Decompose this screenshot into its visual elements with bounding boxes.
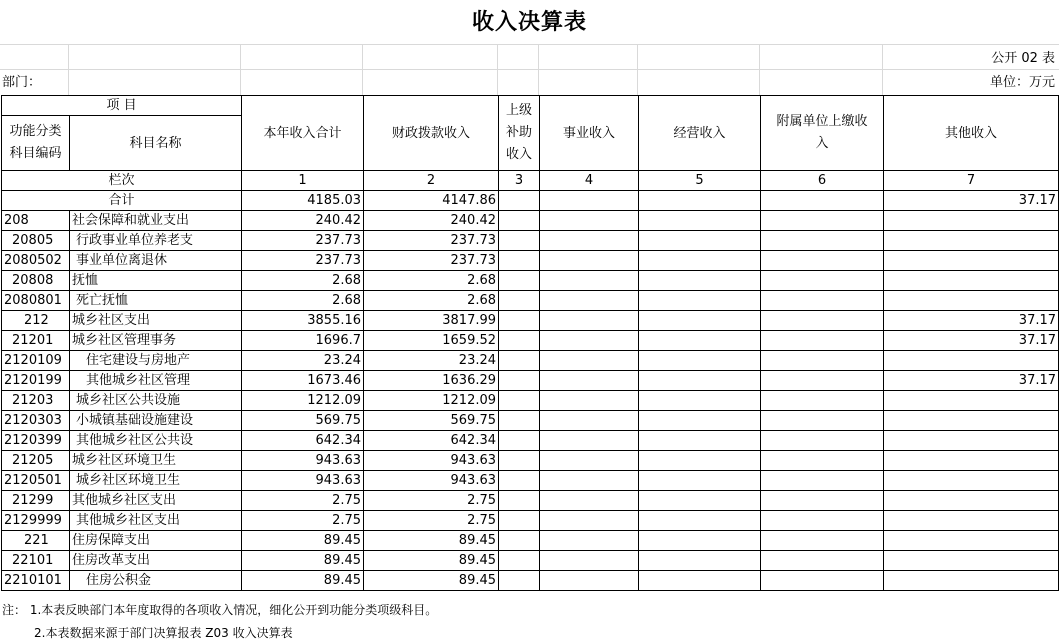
cell-value: 943.63 <box>242 451 364 471</box>
row-number: 7 <box>884 171 1059 191</box>
row-code: 21203 <box>2 391 70 411</box>
cell-value <box>884 351 1059 371</box>
header-code: 功能分类科目编码 <box>2 116 70 171</box>
row-code: 2080502 <box>2 251 70 271</box>
cell-value: 89.45 <box>364 531 499 551</box>
cell-value <box>499 291 540 311</box>
cell-value <box>499 471 540 491</box>
cell-value <box>499 571 540 591</box>
header-col-fiscal: 财政拨款收入 <box>364 96 499 171</box>
cell-value <box>639 471 761 491</box>
cell-value: 3817.99 <box>364 311 499 331</box>
row-number: 6 <box>761 171 884 191</box>
cell-value: 237.73 <box>364 251 499 271</box>
cell-value <box>884 531 1059 551</box>
total-label: 合计 <box>2 191 242 211</box>
table-row <box>2 291 1059 311</box>
note-2: 2.本表数据来源于部门决算报表 Z03 收入决算表 <box>34 626 293 640</box>
cell-value <box>499 251 540 271</box>
row-name: 城乡社区公共设施 <box>70 391 242 411</box>
cell-value <box>540 431 639 451</box>
cell-value: 4185.03 <box>242 191 364 211</box>
cell-value <box>540 491 639 511</box>
cell-value: 943.63 <box>364 451 499 471</box>
cell-value: 240.42 <box>242 211 364 231</box>
cell-value <box>761 191 884 211</box>
table-row <box>2 471 1059 491</box>
grid-line <box>759 44 760 95</box>
cell-value <box>639 531 761 551</box>
cell-value <box>639 231 761 251</box>
header-name: 科目名称 <box>70 116 242 171</box>
cell-value: 3855.16 <box>242 311 364 331</box>
cell-value <box>884 291 1059 311</box>
row-name: 住宅建设与房地产 <box>70 351 242 371</box>
row-code: 21299 <box>2 491 70 511</box>
row-code: 2129999 <box>2 511 70 531</box>
row-code: 212 <box>2 311 70 331</box>
table-row <box>2 571 1059 591</box>
cell-value <box>761 331 884 351</box>
grid-line <box>0 44 1059 45</box>
cell-value: 237.73 <box>364 231 499 251</box>
form-number: 公开 02 表 <box>991 51 1055 66</box>
row-name: 死亡抚恤 <box>70 291 242 311</box>
cell-value <box>540 251 639 271</box>
row-code: 20808 <box>2 271 70 291</box>
cell-value <box>639 571 761 591</box>
cell-value <box>761 531 884 551</box>
row-code: 20805 <box>2 231 70 251</box>
cell-value <box>499 191 540 211</box>
cell-value <box>639 371 761 391</box>
row-name: 其他城乡社区管理 <box>70 371 242 391</box>
cell-value: 37.17 <box>884 371 1059 391</box>
header-col-operating: 经营收入 <box>639 96 761 171</box>
cell-value: 642.34 <box>242 431 364 451</box>
row-name: 社会保障和就业支出 <box>70 211 242 231</box>
row-number: 1 <box>242 171 364 191</box>
grid-line <box>497 44 498 95</box>
row-code: 2120199 <box>2 371 70 391</box>
row-name: 住房改革支出 <box>70 551 242 571</box>
cell-value <box>499 431 540 451</box>
cell-value: 89.45 <box>242 551 364 571</box>
cell-value: 569.75 <box>242 411 364 431</box>
cell-value <box>540 271 639 291</box>
cell-value <box>884 471 1059 491</box>
cell-value: 1212.09 <box>364 391 499 411</box>
header-col-superior-subsidy: 上级补助收入 <box>499 96 540 171</box>
row-code: 2120303 <box>2 411 70 431</box>
row-name: 其他城乡社区支出 <box>70 491 242 511</box>
cell-value: 89.45 <box>364 551 499 571</box>
grid-line <box>637 44 638 95</box>
row-code: 2120109 <box>2 351 70 371</box>
grid-line <box>0 69 1059 70</box>
cell-value: 23.24 <box>242 351 364 371</box>
table-row <box>2 211 1059 231</box>
cell-value <box>540 391 639 411</box>
cell-value <box>499 511 540 531</box>
row-name: 抚恤 <box>70 271 242 291</box>
cell-value <box>884 231 1059 251</box>
row-name: 小城镇基础设施建设 <box>70 411 242 431</box>
grid-line <box>362 44 363 95</box>
table-row <box>2 511 1059 531</box>
header-col-total: 本年收入合计 <box>242 96 364 171</box>
cell-value <box>540 331 639 351</box>
cell-value: 237.73 <box>242 251 364 271</box>
row-code: 22101 <box>2 551 70 571</box>
row-number: 3 <box>499 171 540 191</box>
cell-value <box>639 211 761 231</box>
row-name: 城乡社区支出 <box>70 311 242 331</box>
cell-value <box>884 251 1059 271</box>
cell-value <box>540 371 639 391</box>
row-number-label: 栏次 <box>2 171 242 191</box>
cell-value <box>540 211 639 231</box>
table-row <box>2 531 1059 551</box>
table-row <box>2 271 1059 291</box>
row-name: 城乡社区管理事务 <box>70 331 242 351</box>
row-number: 4 <box>540 171 639 191</box>
header-col-business: 事业收入 <box>540 96 639 171</box>
cell-value <box>884 391 1059 411</box>
table-row <box>2 431 1059 451</box>
row-number: 5 <box>639 171 761 191</box>
cell-value <box>761 351 884 371</box>
row-number: 2 <box>364 171 499 191</box>
cell-value: 2.68 <box>242 271 364 291</box>
cell-value <box>639 351 761 371</box>
cell-value <box>540 411 639 431</box>
cell-value: 237.73 <box>242 231 364 251</box>
cell-value <box>639 331 761 351</box>
cell-value <box>639 271 761 291</box>
cell-value <box>639 511 761 531</box>
cell-value <box>639 491 761 511</box>
cell-value <box>639 191 761 211</box>
cell-value <box>499 351 540 371</box>
header-col-other: 其他收入 <box>884 96 1059 171</box>
cell-value <box>761 451 884 471</box>
cell-value <box>761 471 884 491</box>
cell-value: 89.45 <box>364 571 499 591</box>
table-row <box>2 231 1059 251</box>
cell-value <box>884 431 1059 451</box>
row-code: 2120501 <box>2 471 70 491</box>
cell-value <box>540 231 639 251</box>
cell-value: 37.17 <box>884 331 1059 351</box>
cell-value <box>540 311 639 331</box>
cell-value <box>540 191 639 211</box>
cell-value: 1212.09 <box>242 391 364 411</box>
row-code: 2120399 <box>2 431 70 451</box>
cell-value: 89.45 <box>242 531 364 551</box>
cell-value <box>499 211 540 231</box>
cell-value: 1659.52 <box>364 331 499 351</box>
cell-value <box>884 271 1059 291</box>
total-row <box>2 191 1059 211</box>
cell-value: 1673.46 <box>242 371 364 391</box>
cell-value <box>540 531 639 551</box>
department-label: 部门： <box>2 75 42 90</box>
cell-value: 943.63 <box>242 471 364 491</box>
cell-value: 4147.86 <box>364 191 499 211</box>
cell-value <box>540 291 639 311</box>
cell-value <box>884 551 1059 571</box>
cell-value <box>499 371 540 391</box>
grid-line <box>538 44 539 95</box>
table-row <box>2 411 1059 431</box>
unit-label: 单位：万元 <box>989 75 1055 90</box>
cell-value: 2.75 <box>242 511 364 531</box>
cell-value <box>499 231 540 251</box>
cell-value <box>884 571 1059 591</box>
table-row <box>2 371 1059 391</box>
cell-value <box>499 411 540 431</box>
table-row <box>2 311 1059 331</box>
cell-value <box>639 291 761 311</box>
cell-value <box>639 311 761 331</box>
cell-value: 2.68 <box>364 271 499 291</box>
cell-value <box>540 571 639 591</box>
cell-value <box>639 451 761 471</box>
cell-value <box>540 511 639 531</box>
table-row <box>2 491 1059 511</box>
table-row <box>2 551 1059 571</box>
table-row <box>2 451 1059 471</box>
row-code: 21201 <box>2 331 70 351</box>
table-row <box>2 351 1059 371</box>
row-name: 其他城乡社区公共设 <box>70 431 242 451</box>
cell-value <box>884 451 1059 471</box>
cell-value: 23.24 <box>364 351 499 371</box>
row-code: 221 <box>2 531 70 551</box>
cell-value <box>761 511 884 531</box>
row-code: 2210101 <box>2 571 70 591</box>
grid-line <box>68 44 69 95</box>
cell-value <box>761 411 884 431</box>
cell-value <box>761 251 884 271</box>
cell-value <box>499 531 540 551</box>
cell-value <box>761 231 884 251</box>
cell-value <box>884 211 1059 231</box>
row-name: 城乡社区环境卫生 <box>70 471 242 491</box>
cell-value <box>499 551 540 571</box>
cell-value <box>639 391 761 411</box>
cell-value: 37.17 <box>884 191 1059 211</box>
cell-value: 2.75 <box>242 491 364 511</box>
table-row <box>2 391 1059 411</box>
cell-value: 2.68 <box>242 291 364 311</box>
cell-value <box>761 371 884 391</box>
row-code: 208 <box>2 211 70 231</box>
cell-value <box>761 491 884 511</box>
cell-value <box>499 331 540 351</box>
grid-line <box>240 44 241 95</box>
cell-value: 240.42 <box>364 211 499 231</box>
cell-value <box>639 251 761 271</box>
cell-value <box>884 511 1059 531</box>
cell-value <box>761 291 884 311</box>
cell-value: 943.63 <box>364 471 499 491</box>
header-item: 项 目 <box>2 96 242 116</box>
cell-value <box>761 391 884 411</box>
cell-value: 1636.29 <box>364 371 499 391</box>
cell-value <box>761 551 884 571</box>
cell-value <box>884 411 1059 431</box>
cell-value <box>761 431 884 451</box>
cell-value <box>540 551 639 571</box>
cell-value <box>639 411 761 431</box>
cell-value <box>499 451 540 471</box>
table-row <box>2 251 1059 271</box>
income-table <box>1 95 1059 591</box>
header-col-affiliated: 附属单位上缴收入 <box>761 96 884 171</box>
cell-value <box>761 271 884 291</box>
cell-value <box>761 211 884 231</box>
cell-value <box>540 451 639 471</box>
row-name: 住房公积金 <box>70 571 242 591</box>
cell-value: 1696.7 <box>242 331 364 351</box>
row-name: 住房保障支出 <box>70 531 242 551</box>
cell-value <box>639 551 761 571</box>
row-name: 事业单位离退休 <box>70 251 242 271</box>
row-code: 2080801 <box>2 291 70 311</box>
row-name: 行政事业单位养老支 <box>70 231 242 251</box>
note-1: 注： 1.本表反映部门本年度取得的各项收入情况，细化公开到功能分类项级科目。 <box>2 603 438 617</box>
cell-value: 37.17 <box>884 311 1059 331</box>
cell-value: 2.68 <box>364 291 499 311</box>
cell-value <box>540 351 639 371</box>
cell-value <box>499 271 540 291</box>
cell-value <box>639 431 761 451</box>
cell-value <box>540 471 639 491</box>
cell-value <box>761 571 884 591</box>
cell-value: 2.75 <box>364 491 499 511</box>
cell-value <box>499 491 540 511</box>
cell-value <box>761 311 884 331</box>
cell-value: 642.34 <box>364 431 499 451</box>
cell-value: 89.45 <box>242 571 364 591</box>
cell-value <box>884 491 1059 511</box>
row-name: 其他城乡社区支出 <box>70 511 242 531</box>
row-code: 21205 <box>2 451 70 471</box>
page-title: 收入决算表 <box>471 9 587 35</box>
grid-line <box>882 44 883 95</box>
cell-value <box>499 391 540 411</box>
cell-value <box>499 311 540 331</box>
cell-value: 569.75 <box>364 411 499 431</box>
table-row <box>2 331 1059 351</box>
row-name: 城乡社区环境卫生 <box>70 451 242 471</box>
cell-value: 2.75 <box>364 511 499 531</box>
